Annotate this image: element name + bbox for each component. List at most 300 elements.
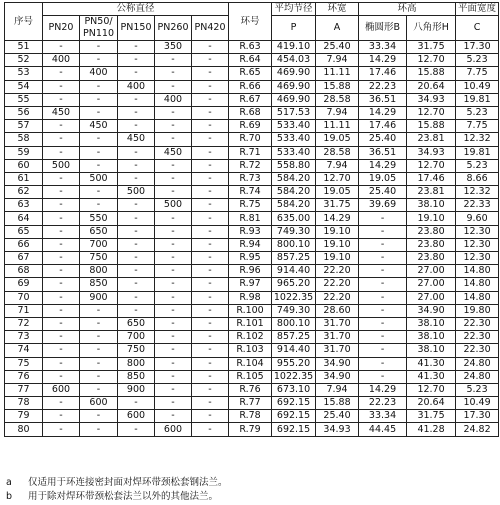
- octagonal-height-cell: 41.30: [407, 370, 456, 383]
- pn150-cell: -: [118, 265, 155, 278]
- pn260-cell: -: [155, 304, 192, 317]
- pn150-cell: -: [118, 93, 155, 106]
- seq-cell: 60: [5, 159, 43, 172]
- octagonal-height-cell: 27.00: [407, 278, 456, 291]
- seq-cell: 64: [5, 212, 43, 225]
- octagonal-height-cell: 31.75: [407, 41, 456, 54]
- oval-height-cell: -: [359, 357, 407, 370]
- table-row: [5, 331, 499, 344]
- pn420-cell: -: [192, 344, 229, 357]
- pn260-cell: -: [155, 317, 192, 330]
- octagonal-height-cell: 34.93: [407, 146, 456, 159]
- oval-height-cell: -: [359, 291, 407, 304]
- pn150-cell: 750: [118, 344, 155, 357]
- pn260-cell: -: [155, 238, 192, 251]
- octagonal-height-cell: 12.70: [407, 159, 456, 172]
- pn150-cell: 900: [118, 383, 155, 396]
- table-row: [5, 265, 499, 278]
- seq-cell: 77: [5, 383, 43, 396]
- pn420-cell: -: [192, 54, 229, 67]
- pn260-cell: -: [155, 172, 192, 185]
- ring-number-cell: R.75: [229, 199, 272, 212]
- pn20-cell: -: [43, 278, 80, 291]
- flat-width-cell: 17.30: [456, 410, 499, 423]
- octagonal-height-cell: 34.93: [407, 93, 456, 106]
- seq-cell: 69: [5, 278, 43, 291]
- pn260-cell: -: [155, 291, 192, 304]
- pitch-diameter-cell: 1022.35: [272, 370, 316, 383]
- flat-width-cell: 12.30: [456, 225, 499, 238]
- pn50-pn110-cell: -: [80, 80, 118, 93]
- octagonal-height-cell: 41.30: [407, 357, 456, 370]
- ring-number-cell: R.77: [229, 397, 272, 410]
- flat-width-cell: 22.33: [456, 199, 499, 212]
- octagonal-height-cell: 38.10: [407, 331, 456, 344]
- pitch-diameter-cell: 749.30: [272, 225, 316, 238]
- octagonal-height-cell: 23.81: [407, 186, 456, 199]
- pitch-diameter-cell: 857.25: [272, 252, 316, 265]
- seq-cell: 51: [5, 41, 43, 54]
- ring-number-cell: R.65: [229, 67, 272, 80]
- pn420-cell: -: [192, 370, 229, 383]
- pn420-cell: -: [192, 106, 229, 119]
- pn150-cell: -: [118, 291, 155, 304]
- pn20-cell: -: [43, 186, 80, 199]
- pn20-cell: 450: [43, 106, 80, 119]
- ring-number-cell: R.63: [229, 41, 272, 54]
- oval-height-cell: 14.29: [359, 159, 407, 172]
- octagonal-height-cell: 27.00: [407, 265, 456, 278]
- pitch-diameter-cell: 558.80: [272, 159, 316, 172]
- pn50-pn110-cell: -: [80, 93, 118, 106]
- pn50-pn110-cell: -: [80, 344, 118, 357]
- pn150-cell: 850: [118, 370, 155, 383]
- pn150-cell: -: [118, 54, 155, 67]
- pn20-cell: -: [43, 265, 80, 278]
- pn50-pn110-cell: 550: [80, 212, 118, 225]
- table-row: [5, 93, 499, 106]
- pn260-cell: -: [155, 410, 192, 423]
- octagonal-height-cell: 15.88: [407, 67, 456, 80]
- pn260-cell: -: [155, 133, 192, 146]
- seq-cell: 57: [5, 120, 43, 133]
- pitch-diameter-cell: 584.20: [272, 199, 316, 212]
- seq-cell: 59: [5, 146, 43, 159]
- pitch-diameter-cell: 914.40: [272, 344, 316, 357]
- pn50-pn110-cell: 500: [80, 172, 118, 185]
- pn20-header: PN20: [43, 16, 80, 41]
- octagonal-height-cell: 19.10: [407, 212, 456, 225]
- ring-width-cell: 31.70: [316, 317, 359, 330]
- table-row: [5, 199, 499, 212]
- flat-width-cell: 5.23: [456, 106, 499, 119]
- ring-number-cell: R.76: [229, 383, 272, 396]
- oval-height-cell: -: [359, 238, 407, 251]
- ring-width-cell: 7.94: [316, 159, 359, 172]
- oval-height-cell: 33.34: [359, 41, 407, 54]
- pn260-cell: 600: [155, 423, 192, 436]
- pn420-cell: -: [192, 146, 229, 159]
- pn260-cell: -: [155, 186, 192, 199]
- pn420-cell: -: [192, 278, 229, 291]
- pn50-pn110-cell: 650: [80, 225, 118, 238]
- pn150-cell: -: [118, 278, 155, 291]
- flat-width-cell: 14.80: [456, 265, 499, 278]
- pn150-cell: -: [118, 172, 155, 185]
- flat-width-cell: 24.80: [456, 370, 499, 383]
- table-row: [5, 212, 499, 225]
- pn50-pn110-cell: 400: [80, 67, 118, 80]
- ring-number-cell: R.95: [229, 252, 272, 265]
- pn260-cell: -: [155, 252, 192, 265]
- ring-number-header: 环号: [229, 3, 272, 41]
- pn150-cell: -: [118, 120, 155, 133]
- pitch-diameter-header: 平均节径: [272, 3, 316, 16]
- pitch-diameter-cell: 454.03: [272, 54, 316, 67]
- flat-width-cell: 7.75: [456, 67, 499, 80]
- table-row: [5, 146, 499, 159]
- ring-width-cell: 34.93: [316, 423, 359, 436]
- octagonal-height-cell: 20.64: [407, 397, 456, 410]
- oval-height-cell: 22.23: [359, 80, 407, 93]
- seq-cell: 71: [5, 304, 43, 317]
- pn260-cell: -: [155, 357, 192, 370]
- octagonal-h-header: 八角形H: [407, 16, 456, 41]
- pn420-cell: -: [192, 41, 229, 54]
- oval-height-cell: -: [359, 212, 407, 225]
- pn260-cell: -: [155, 67, 192, 80]
- pn50-pn110-header: PN50/ PN110: [80, 16, 118, 41]
- flat-width-cell: 14.80: [456, 291, 499, 304]
- pitch-diameter-cell: 469.90: [272, 80, 316, 93]
- seq-cell: 63: [5, 199, 43, 212]
- ring-width-cell: 19.05: [316, 186, 359, 199]
- pn260-cell: -: [155, 397, 192, 410]
- oval-height-cell: 36.51: [359, 146, 407, 159]
- ring-number-cell: R.93: [229, 225, 272, 238]
- pn420-cell: -: [192, 186, 229, 199]
- table-row: [5, 80, 499, 93]
- oval-height-cell: -: [359, 278, 407, 291]
- pn420-cell: -: [192, 410, 229, 423]
- seq-cell: 65: [5, 225, 43, 238]
- table-row: [5, 317, 499, 330]
- table-row: [5, 172, 499, 185]
- ring-width-cell: 28.58: [316, 146, 359, 159]
- seq-cell: 72: [5, 317, 43, 330]
- pitch-p-header: P: [272, 16, 316, 41]
- ring-width-cell: 22.20: [316, 265, 359, 278]
- pn420-cell: -: [192, 423, 229, 436]
- pn50-pn110-cell: -: [80, 370, 118, 383]
- pn20-cell: -: [43, 344, 80, 357]
- oval-height-cell: 44.45: [359, 423, 407, 436]
- octagonal-height-cell: 38.10: [407, 344, 456, 357]
- pn50-pn110-cell: 900: [80, 291, 118, 304]
- pitch-diameter-cell: 692.15: [272, 397, 316, 410]
- pn50-pn110-cell: -: [80, 106, 118, 119]
- ring-number-cell: R.67: [229, 93, 272, 106]
- pn150-cell: -: [118, 41, 155, 54]
- flat-width-cell: 22.30: [456, 317, 499, 330]
- pn20-cell: -: [43, 172, 80, 185]
- pn50-pn110-cell: -: [80, 199, 118, 212]
- pn20-cell: -: [43, 146, 80, 159]
- pn420-cell: -: [192, 199, 229, 212]
- pn50-pn110-cell: -: [80, 410, 118, 423]
- flat-width-header: 平面宽度: [456, 3, 499, 16]
- pn20-cell: -: [43, 397, 80, 410]
- oval-b-header: 椭圆形B: [359, 16, 407, 41]
- ring-width-cell: 12.70: [316, 172, 359, 185]
- ring-width-cell: 31.75: [316, 199, 359, 212]
- pn260-cell: -: [155, 120, 192, 133]
- ring-number-cell: R.98: [229, 291, 272, 304]
- table-row: [5, 159, 499, 172]
- flat-width-cell: 12.30: [456, 238, 499, 251]
- pn20-cell: -: [43, 238, 80, 251]
- pn50-pn110-cell: -: [80, 133, 118, 146]
- seq-cell: 55: [5, 93, 43, 106]
- nominal-diameter-header: 公称直径: [43, 3, 229, 16]
- pn420-cell: -: [192, 212, 229, 225]
- table-row: [5, 357, 499, 370]
- seq-cell: 68: [5, 265, 43, 278]
- pn150-cell: -: [118, 397, 155, 410]
- pn150-cell: -: [118, 238, 155, 251]
- pn20-cell: -: [43, 67, 80, 80]
- pn260-cell: -: [155, 331, 192, 344]
- pitch-diameter-cell: 857.25: [272, 331, 316, 344]
- table-row: [5, 67, 499, 80]
- ring-number-cell: R.79: [229, 423, 272, 436]
- pn150-cell: -: [118, 212, 155, 225]
- seq-cell: 61: [5, 172, 43, 185]
- ring-number-cell: R.71: [229, 146, 272, 159]
- ring-width-cell: 11.11: [316, 67, 359, 80]
- pn50-pn110-cell: 450: [80, 120, 118, 133]
- pn420-cell: -: [192, 67, 229, 80]
- flat-c-header: C: [456, 16, 499, 41]
- pn150-cell: -: [118, 67, 155, 80]
- pn50-pn110-cell: -: [80, 317, 118, 330]
- table-row: [5, 225, 499, 238]
- flat-width-cell: 19.81: [456, 93, 499, 106]
- flat-width-cell: 10.49: [456, 80, 499, 93]
- flat-width-cell: 5.23: [456, 54, 499, 67]
- pn420-cell: -: [192, 172, 229, 185]
- flat-width-cell: 19.80: [456, 304, 499, 317]
- seq-cell: 80: [5, 423, 43, 436]
- octagonal-height-cell: 38.10: [407, 317, 456, 330]
- footnote-mark: b: [6, 491, 13, 502]
- ring-number-cell: R.96: [229, 265, 272, 278]
- oval-height-cell: 14.29: [359, 383, 407, 396]
- table-row: [5, 54, 499, 67]
- ring-width-cell: 22.20: [316, 278, 359, 291]
- pn260-cell: -: [155, 225, 192, 238]
- table-row: [5, 278, 499, 291]
- ring-width-cell: 34.90: [316, 370, 359, 383]
- ring-width-cell: 31.70: [316, 344, 359, 357]
- pn20-cell: -: [43, 304, 80, 317]
- ring-number-cell: R.94: [229, 238, 272, 251]
- pn420-cell: -: [192, 252, 229, 265]
- octagonal-height-cell: 12.70: [407, 54, 456, 67]
- table-row: [5, 423, 499, 436]
- pn260-cell: -: [155, 265, 192, 278]
- pitch-diameter-cell: 749.30: [272, 304, 316, 317]
- pn50-pn110-cell: 750: [80, 252, 118, 265]
- pn20-cell: -: [43, 120, 80, 133]
- pn20-cell: -: [43, 199, 80, 212]
- seq-cell: 54: [5, 80, 43, 93]
- pn260-cell: 400: [155, 93, 192, 106]
- ring-width-cell: 34.90: [316, 357, 359, 370]
- oval-height-cell: 17.46: [359, 120, 407, 133]
- flat-width-cell: 19.81: [456, 146, 499, 159]
- pitch-diameter-cell: 692.15: [272, 423, 316, 436]
- footnotes: [6, 476, 228, 504]
- ring-number-cell: R.100: [229, 304, 272, 317]
- table-body: [5, 41, 499, 437]
- pn20-cell: -: [43, 80, 80, 93]
- pn150-cell: 600: [118, 410, 155, 423]
- ring-width-cell: 11.11: [316, 120, 359, 133]
- oval-height-cell: 14.29: [359, 54, 407, 67]
- pn150-cell: -: [118, 304, 155, 317]
- oval-height-cell: -: [359, 304, 407, 317]
- ring-height-header: 环高: [359, 3, 456, 16]
- flat-width-cell: 22.30: [456, 344, 499, 357]
- table-row: [5, 186, 499, 199]
- table-row: [5, 106, 499, 119]
- pitch-diameter-cell: 533.40: [272, 133, 316, 146]
- ring-width-cell: 19.10: [316, 225, 359, 238]
- pitch-diameter-cell: 533.40: [272, 146, 316, 159]
- ring-joint-dimension-table: [4, 2, 499, 437]
- pn150-cell: 650: [118, 317, 155, 330]
- pn260-cell: 350: [155, 41, 192, 54]
- ring-number-cell: R.70: [229, 133, 272, 146]
- octagonal-height-cell: 17.46: [407, 172, 456, 185]
- pitch-diameter-cell: 673.10: [272, 383, 316, 396]
- seq-cell: 70: [5, 291, 43, 304]
- ring-number-cell: R.97: [229, 278, 272, 291]
- octagonal-height-cell: 12.70: [407, 106, 456, 119]
- seq-cell: 56: [5, 106, 43, 119]
- table-row: [5, 291, 499, 304]
- pn420-cell: -: [192, 133, 229, 146]
- pn20-cell: -: [43, 410, 80, 423]
- pn150-header: PN150: [118, 16, 155, 41]
- flat-width-cell: 12.32: [456, 133, 499, 146]
- flat-width-cell: 24.82: [456, 423, 499, 436]
- oval-height-cell: 36.51: [359, 93, 407, 106]
- table-row: [5, 410, 499, 423]
- pitch-diameter-cell: 469.90: [272, 67, 316, 80]
- octagonal-height-cell: 20.64: [407, 80, 456, 93]
- pn50-pn110-cell: -: [80, 304, 118, 317]
- flat-width-cell: 12.30: [456, 252, 499, 265]
- oval-height-cell: 17.46: [359, 67, 407, 80]
- seq-cell: 79: [5, 410, 43, 423]
- pn420-cell: -: [192, 265, 229, 278]
- pn20-cell: -: [43, 93, 80, 106]
- footnote-mark: a: [6, 477, 12, 488]
- table-row: [5, 133, 499, 146]
- pn150-cell: 500: [118, 186, 155, 199]
- pitch-diameter-cell: 914.40: [272, 265, 316, 278]
- oval-height-cell: 39.69: [359, 199, 407, 212]
- ring-width-cell: 7.94: [316, 106, 359, 119]
- pitch-diameter-cell: 469.90: [272, 93, 316, 106]
- ring-width-cell: 31.70: [316, 331, 359, 344]
- pn420-cell: -: [192, 159, 229, 172]
- oval-height-cell: 25.40: [359, 186, 407, 199]
- pn50-pn110-cell: 700: [80, 238, 118, 251]
- ring-width-cell: 7.94: [316, 54, 359, 67]
- ring-width-cell: 19.10: [316, 252, 359, 265]
- ring-width-cell: 7.94: [316, 383, 359, 396]
- pitch-diameter-cell: 800.10: [272, 238, 316, 251]
- seq-cell: 75: [5, 357, 43, 370]
- oval-height-cell: -: [359, 265, 407, 278]
- oval-height-cell: 19.05: [359, 172, 407, 185]
- flat-width-cell: 14.80: [456, 278, 499, 291]
- octagonal-height-cell: 15.88: [407, 120, 456, 133]
- flat-width-cell: 5.23: [456, 159, 499, 172]
- seq-cell: 78: [5, 397, 43, 410]
- ring-number-cell: R.69: [229, 120, 272, 133]
- flat-width-cell: 8.66: [456, 172, 499, 185]
- ring-width-cell: 28.58: [316, 93, 359, 106]
- seq-cell: 62: [5, 186, 43, 199]
- seq-cell: 52: [5, 54, 43, 67]
- seq-cell: 67: [5, 252, 43, 265]
- pn420-cell: -: [192, 331, 229, 344]
- ring-number-cell: R.64: [229, 54, 272, 67]
- pn150-cell: 450: [118, 133, 155, 146]
- pn50-pn110-cell: -: [80, 146, 118, 159]
- table-row: [5, 238, 499, 251]
- footnote-text: 用于除对焊环带颈松套法兰以外的其他法兰。: [28, 491, 219, 502]
- oval-height-cell: 33.34: [359, 410, 407, 423]
- pitch-diameter-cell: 955.20: [272, 357, 316, 370]
- pn420-cell: -: [192, 317, 229, 330]
- ring-width-cell: 15.88: [316, 80, 359, 93]
- ring-number-cell: R.68: [229, 106, 272, 119]
- pn260-cell: -: [155, 370, 192, 383]
- octagonal-height-cell: 23.80: [407, 238, 456, 251]
- pitch-diameter-cell: 1022.35: [272, 291, 316, 304]
- ring-width-cell: 19.10: [316, 238, 359, 251]
- octagonal-height-cell: 38.10: [407, 199, 456, 212]
- oval-height-cell: 22.23: [359, 397, 407, 410]
- footnote-text: 仅适用于环连接密封面对焊环带颈松套钢法兰。: [28, 477, 228, 488]
- flat-width-cell: 9.60: [456, 212, 499, 225]
- oval-height-cell: 25.40: [359, 133, 407, 146]
- ring-number-cell: R.78: [229, 410, 272, 423]
- octagonal-height-cell: 34.90: [407, 304, 456, 317]
- pn260-cell: 450: [155, 146, 192, 159]
- pitch-diameter-cell: 800.10: [272, 317, 316, 330]
- table-row: [5, 344, 499, 357]
- pn50-pn110-cell: -: [80, 186, 118, 199]
- pn50-pn110-cell: 600: [80, 397, 118, 410]
- octagonal-height-cell: 31.75: [407, 410, 456, 423]
- oval-height-cell: -: [359, 225, 407, 238]
